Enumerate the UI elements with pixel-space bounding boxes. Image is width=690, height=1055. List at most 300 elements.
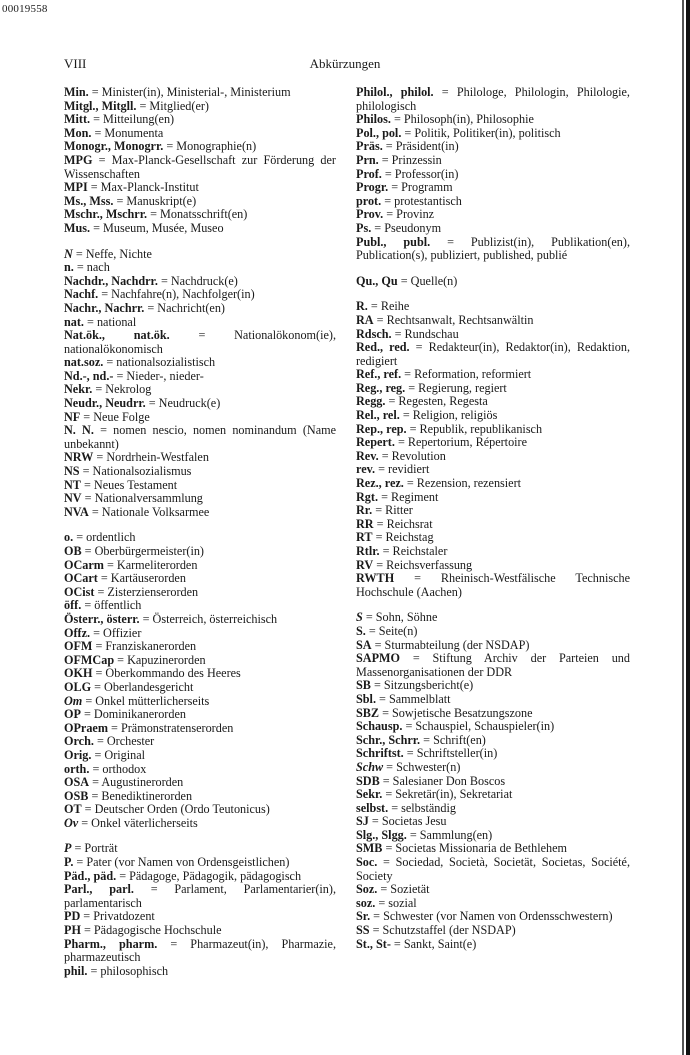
abbreviation-entry bbox=[356, 883, 630, 897]
abbreviation-term: SA bbox=[356, 637, 372, 652]
abbreviation-entry bbox=[356, 720, 630, 734]
abbreviation-entry bbox=[64, 492, 336, 506]
abbreviation-term: SMB bbox=[356, 841, 383, 856]
abbreviation-definition: = Sozietät bbox=[377, 882, 430, 897]
abbreviation-term: Pharm., pharm. bbox=[64, 936, 158, 951]
abbreviation-entry bbox=[356, 802, 630, 816]
abbreviation-definition: = Schwester(n) bbox=[383, 759, 461, 774]
abbreviation-term: Om bbox=[64, 693, 83, 708]
abbreviation-definition: = Quelle(n) bbox=[397, 273, 458, 288]
abbreviation-entry bbox=[356, 897, 630, 911]
abbreviation-definition: = Reichsrat bbox=[373, 516, 433, 531]
abbreviation-term: OCarm bbox=[64, 557, 104, 572]
abbreviation-entry bbox=[356, 707, 630, 721]
abbreviation-definition: = sozial bbox=[375, 895, 417, 910]
abbreviation-term: Orch. bbox=[64, 734, 94, 749]
abbreviation-definition: = Nordrhein-Westfalen bbox=[93, 450, 209, 465]
abbreviation-term: OFM bbox=[64, 639, 93, 654]
abbreviation-term: Rez., rez. bbox=[356, 476, 404, 491]
abbreviation-term: Monogr., Monogrr. bbox=[64, 139, 164, 154]
abbreviation-entry bbox=[64, 411, 336, 425]
abbreviation-term: NV bbox=[64, 491, 82, 506]
abbreviation-entry bbox=[356, 477, 630, 491]
abbreviation-definition: = Offizier bbox=[90, 625, 142, 640]
scan-edge-shadow bbox=[686, 0, 690, 1055]
scan-identifier: 00019558 bbox=[2, 3, 48, 15]
abbreviation-entry bbox=[64, 329, 336, 356]
abbreviation-term: Soc. bbox=[356, 855, 378, 870]
abbreviation-term: PH bbox=[64, 923, 81, 938]
abbreviation-entry bbox=[64, 302, 336, 316]
abbreviation-term: OB bbox=[64, 544, 82, 558]
abbreviation-entry bbox=[356, 423, 630, 437]
abbreviation-entry bbox=[64, 465, 336, 479]
abbreviation-definition: = Porträt bbox=[71, 841, 118, 856]
abbreviation-definition: = Neffe, Nichte bbox=[72, 246, 152, 261]
abbreviation-definition: = Monumenta bbox=[91, 125, 164, 140]
abbreviation-term: Päd., päd. bbox=[64, 868, 117, 883]
abbreviation-term: Ref., ref. bbox=[356, 367, 402, 382]
abbreviation-definition: = Sammelblatt bbox=[376, 691, 451, 706]
abbreviation-definition: = Max-Planck-Institut bbox=[87, 180, 199, 195]
abbreviation-entry bbox=[64, 86, 336, 100]
abbreviation-definition: = Regierung, regiert bbox=[405, 380, 507, 395]
abbreviation-definition: = Sohn, Söhne bbox=[362, 610, 438, 625]
abbreviation-term: Sbl. bbox=[356, 691, 376, 706]
abbreviation-entry bbox=[64, 261, 336, 275]
abbreviation-definition: = Societas Jesu bbox=[368, 814, 447, 829]
abbreviation-definition: = Neudruck(e) bbox=[145, 396, 221, 411]
abbreviation-term: o. bbox=[64, 530, 74, 545]
abbreviation-entry bbox=[64, 627, 336, 641]
abbreviation-entry bbox=[64, 708, 336, 722]
abbreviation-definition: = Reformation, reformiert bbox=[401, 367, 532, 382]
abbreviation-term: Mitgl., Mitgll. bbox=[64, 98, 137, 113]
abbreviation-definition: = Benediktinerorden bbox=[88, 788, 193, 803]
abbreviation-definition: = Nationale Volksarmee bbox=[88, 504, 210, 519]
abbreviation-definition: = Pharmazeut(in), Pharmazie, pharmazeutisch bbox=[64, 936, 336, 965]
abbreviation-term: Red., red. bbox=[356, 340, 410, 355]
abbreviation-term: OT bbox=[64, 802, 82, 817]
abbreviation-entry bbox=[356, 531, 630, 545]
abbreviation-entry bbox=[64, 938, 336, 965]
abbreviation-definition: = Repertorium, Répertoire bbox=[394, 435, 528, 450]
abbreviation-entry bbox=[356, 86, 630, 113]
abbreviation-entry bbox=[356, 611, 630, 625]
abbreviation-term: RV bbox=[356, 557, 374, 572]
abbreviation-term: RT bbox=[356, 530, 373, 545]
abbreviation-definition: = Mitglied(er) bbox=[136, 98, 209, 113]
abbreviation-definition: = Rundschau bbox=[391, 326, 459, 341]
abbreviation-term: Rep., rep. bbox=[356, 421, 407, 436]
abbreviation-term: soz. bbox=[356, 895, 376, 910]
abbreviation-term: NS bbox=[64, 464, 80, 479]
abbreviation-term: Rgt. bbox=[356, 489, 379, 504]
abbreviation-definition: = Schwester (vor Namen von Ordensschwestern) bbox=[370, 909, 613, 924]
abbreviation-definition: = Reichstag bbox=[372, 530, 434, 545]
abbreviation-term: Rtlr. bbox=[356, 544, 380, 558]
abbreviation-term: Philos. bbox=[356, 112, 391, 127]
abbreviation-entry bbox=[356, 181, 630, 195]
abbreviation-term: RWTH bbox=[356, 571, 395, 586]
abbreviation-term: Rel., rel. bbox=[356, 408, 400, 423]
abbreviation-term: St., St- bbox=[356, 936, 391, 951]
running-header bbox=[0, 56, 690, 76]
abbreviation-entry bbox=[356, 368, 630, 382]
abbreviation-definition: = Nekrolog bbox=[92, 382, 152, 397]
abbreviation-definition: = Publizist(in), Publikation(en), Publication(s), publiziert, published, publié bbox=[356, 234, 630, 263]
abbreviation-definition: = Sturmabteilung (der NSDAP) bbox=[371, 637, 530, 652]
abbreviation-term: selbst. bbox=[356, 800, 389, 815]
abbreviation-definition: = Kapuzinerorden bbox=[114, 652, 206, 667]
abbreviation-term: Repert. bbox=[356, 435, 395, 450]
abbreviation-entry bbox=[64, 613, 336, 627]
abbreviation-definition: = Nachfahre(n), Nachfolger(in) bbox=[98, 287, 255, 302]
abbreviation-term: MPI bbox=[64, 180, 88, 195]
abbreviation-entry bbox=[64, 248, 336, 262]
page-number: VIII bbox=[64, 56, 87, 71]
abbreviation-definition: = Max-Planck-Gesellschaft zur Förderung der Wissenschaften bbox=[64, 152, 336, 181]
abbreviation-entry bbox=[64, 763, 336, 777]
abbreviation-term: Ov bbox=[64, 815, 79, 830]
abbreviation-definition: = Nationalökonom(ie), nationalökonomisch bbox=[64, 328, 336, 356]
abbreviation-definition: = Salesianer Don Boscos bbox=[379, 773, 506, 788]
abbreviation-entry bbox=[64, 722, 336, 736]
abbreviation-entry bbox=[64, 883, 336, 910]
abbreviation-term: MPG bbox=[64, 152, 93, 167]
abbreviation-definition: = Kartäuserorden bbox=[97, 571, 186, 586]
abbreviation-entry bbox=[64, 924, 336, 938]
abbreviation-definition: = Orchester bbox=[93, 734, 155, 749]
abbreviation-entry bbox=[64, 803, 336, 817]
abbreviation-term: orth. bbox=[64, 761, 90, 776]
abbreviation-definition: = Oberlandesgericht bbox=[91, 679, 194, 694]
abbreviation-entry bbox=[356, 328, 630, 342]
abbreviation-definition: = Provinz bbox=[383, 207, 435, 222]
abbreviation-term: OP bbox=[64, 707, 81, 722]
abbreviation-entry bbox=[64, 910, 336, 924]
abbreviation-term: OPraem bbox=[64, 720, 108, 735]
abbreviation-definition: = Dominikanerorden bbox=[80, 707, 186, 722]
abbreviation-term: Mschr., Mschrr. bbox=[64, 207, 148, 222]
abbreviation-definition: = Augustinerorden bbox=[89, 775, 184, 790]
abbreviation-definition: = revidiert bbox=[375, 462, 430, 477]
abbreviation-definition: = Schutzstaffel (der NSDAP) bbox=[369, 923, 516, 938]
abbreviation-entry bbox=[64, 370, 336, 384]
abbreviation-term: Rr. bbox=[356, 503, 373, 518]
abbreviation-term: RA bbox=[356, 312, 374, 327]
abbreviation-definition: = Reihe bbox=[367, 299, 410, 314]
abbreviation-definition: = Redakteur(in), Redaktor(in), Redaktion, redigiert bbox=[356, 340, 630, 368]
abbreviation-definition: = Regesten, Regesta bbox=[385, 394, 488, 409]
abbreviation-entry bbox=[356, 938, 630, 952]
abbreviation-term: phil. bbox=[64, 963, 88, 978]
abbreviation-term: Nekr. bbox=[64, 382, 93, 397]
abbreviation-term: öff. bbox=[64, 598, 82, 613]
abbreviation-definition: = Nachricht(en) bbox=[144, 300, 225, 315]
abbreviation-term: Nachr., Nachrr. bbox=[64, 300, 145, 315]
abbreviation-term: P bbox=[64, 841, 72, 856]
abbreviation-term: Prov. bbox=[356, 207, 384, 222]
abbreviation-term: S. bbox=[356, 623, 366, 638]
abbreviation-definition: = Onkel mütterlicherseits bbox=[82, 693, 210, 708]
abbreviation-definition: = ordentlich bbox=[73, 530, 136, 545]
abbreviation-entry bbox=[64, 275, 336, 289]
abbreviation-term: Neudr., Neudrr. bbox=[64, 396, 146, 411]
abbreviation-definition: = Stiftung Archiv der Parteien und Massenorganisationen der DDR bbox=[356, 651, 630, 679]
abbreviation-entry bbox=[356, 450, 630, 464]
abbreviation-entry bbox=[356, 747, 630, 761]
abbreviation-term: SDB bbox=[356, 773, 380, 788]
abbreviation-term: NRW bbox=[64, 450, 94, 465]
abbreviation-entry bbox=[64, 531, 336, 545]
abbreviation-definition: = Sekretär(in), Sekretariat bbox=[382, 787, 513, 802]
abbreviation-entry bbox=[356, 572, 630, 599]
abbreviation-entry bbox=[356, 788, 630, 802]
abbreviation-entry bbox=[64, 856, 336, 870]
abbreviation-term: Prof. bbox=[356, 166, 382, 181]
abbreviation-definition: = Monographie(n) bbox=[163, 139, 257, 154]
abbreviation-definition: = Sitzungsbericht(e) bbox=[370, 678, 474, 693]
abbreviation-definition: = orthodox bbox=[89, 761, 147, 776]
abbreviation-definition: = nationalsozialistisch bbox=[103, 355, 216, 370]
abbreviation-entry bbox=[356, 639, 630, 653]
abbreviation-definition: = protestantisch bbox=[381, 193, 462, 208]
abbreviation-entry bbox=[64, 681, 336, 695]
abbreviation-entry bbox=[356, 127, 630, 141]
abbreviation-term: Qu., Qu bbox=[356, 273, 398, 288]
abbreviation-entry bbox=[64, 383, 336, 397]
abbreviation-definition: = Reichstaler bbox=[379, 544, 448, 558]
abbreviation-entry bbox=[356, 222, 630, 236]
abbreviation-entry bbox=[64, 506, 336, 520]
abbreviation-entry bbox=[64, 572, 336, 586]
abbreviation-definition: = Regiment bbox=[378, 489, 439, 504]
abbreviation-entry bbox=[356, 195, 630, 209]
abbreviation-definition: = Oberbürgermeister(in) bbox=[81, 544, 204, 558]
abbreviation-entry bbox=[356, 154, 630, 168]
abbreviation-term: Ms., Mss. bbox=[64, 193, 114, 208]
abbreviation-term: Slg., Slgg. bbox=[356, 827, 407, 842]
abbreviation-entry bbox=[356, 341, 630, 368]
abbreviation-definition: = Monatsschrift(en) bbox=[147, 207, 248, 222]
abbreviation-term: Rev. bbox=[356, 448, 379, 463]
abbreviation-term: OKH bbox=[64, 666, 93, 681]
abbreviation-term: prot. bbox=[356, 193, 382, 208]
right-column bbox=[356, 86, 630, 951]
abbreviation-term: Schw bbox=[356, 759, 384, 774]
abbreviation-definition: = Österreich, österreichisch bbox=[139, 611, 278, 626]
abbreviation-term: Soz. bbox=[356, 882, 378, 897]
abbreviation-definition: = Franziskanerorden bbox=[92, 639, 197, 654]
abbreviation-definition: = Nationalsozialismus bbox=[79, 464, 192, 479]
abbreviation-entry bbox=[356, 679, 630, 693]
abbreviation-term: R. bbox=[356, 299, 368, 314]
abbreviation-entry bbox=[64, 599, 336, 613]
abbreviation-term: OSA bbox=[64, 775, 90, 790]
abbreviation-definition: = Karmeliterorden bbox=[103, 557, 198, 572]
abbreviation-term: Parl., parl. bbox=[64, 882, 134, 897]
abbreviation-definition: = Schrift(en) bbox=[420, 732, 486, 747]
abbreviation-entry bbox=[64, 965, 336, 979]
abbreviation-entry bbox=[356, 734, 630, 748]
abbreviation-definition: = Rheinisch-Westfälische Technische Hochschule (Aachen) bbox=[356, 571, 630, 599]
abbreviation-definition: = Deutscher Orden (Ordo Teutonicus) bbox=[81, 802, 270, 817]
abbreviation-definition: = Revolution bbox=[378, 448, 446, 463]
abbreviation-entry bbox=[64, 181, 336, 195]
abbreviation-definition: = philosophisch bbox=[87, 963, 169, 978]
abbreviation-term: Nat.ök., nat.ök. bbox=[64, 328, 170, 343]
abbreviation-entry bbox=[64, 316, 336, 330]
abbreviation-entry bbox=[356, 382, 630, 396]
abbreviation-entry bbox=[64, 397, 336, 411]
abbreviation-definition: = Schauspiel, Schauspieler(in) bbox=[402, 719, 555, 734]
scan-edge-line bbox=[682, 0, 684, 1055]
abbreviation-term: SBZ bbox=[356, 705, 380, 720]
abbreviation-term: SB bbox=[356, 678, 371, 693]
abbreviation-entry bbox=[64, 545, 336, 559]
abbreviation-entry bbox=[64, 776, 336, 790]
abbreviation-term: Nachf. bbox=[64, 287, 99, 302]
abbreviation-definition: = nach bbox=[73, 260, 110, 275]
abbreviation-term: SAPMO bbox=[356, 651, 401, 666]
abbreviation-entry bbox=[356, 545, 630, 559]
abbreviation-definition: = Nieder-, nieder- bbox=[113, 368, 204, 383]
abbreviation-entry bbox=[356, 924, 630, 938]
abbreviation-entry bbox=[64, 140, 336, 154]
abbreviation-term: Progr. bbox=[356, 180, 389, 195]
abbreviation-term: Prn. bbox=[356, 152, 379, 167]
abbreviation-definition: = Museum, Musée, Museo bbox=[90, 220, 224, 235]
abbreviation-entry bbox=[356, 559, 630, 573]
abbreviation-term: NF bbox=[64, 409, 81, 424]
abbreviation-entry bbox=[356, 910, 630, 924]
abbreviation-term: Pol., pol. bbox=[356, 125, 402, 140]
abbreviation-entry bbox=[64, 208, 336, 222]
abbreviation-entry bbox=[64, 790, 336, 804]
abbreviation-definition: = Programm bbox=[388, 180, 453, 195]
abbreviation-term: Schausp. bbox=[356, 719, 403, 734]
abbreviation-term: OSB bbox=[64, 788, 89, 803]
abbreviation-entry bbox=[356, 761, 630, 775]
abbreviation-term: OLG bbox=[64, 679, 92, 694]
abbreviation-term: OCart bbox=[64, 571, 98, 586]
abbreviation-definition: = öffentlich bbox=[81, 598, 142, 613]
abbreviation-definition: = Mitteilung(en) bbox=[90, 112, 175, 127]
abbreviation-entry bbox=[356, 625, 630, 639]
abbreviation-definition: = Sociedad, Società, Societät, Societas, Société, Society bbox=[356, 855, 630, 883]
abbreviation-entry bbox=[356, 652, 630, 679]
abbreviation-term: Schriftst. bbox=[356, 746, 404, 761]
abbreviation-entry bbox=[356, 314, 630, 328]
abbreviation-term: Schr., Schrr. bbox=[356, 732, 421, 747]
abbreviation-definition: = Sankt, Saint(e) bbox=[390, 936, 477, 951]
abbreviation-entry bbox=[356, 208, 630, 222]
abbreviation-definition: = Zisterzienserorden bbox=[94, 584, 199, 599]
abbreviation-term: nat. bbox=[64, 314, 84, 329]
abbreviation-term: SJ bbox=[356, 814, 369, 829]
abbreviation-definition: = Privatdozent bbox=[80, 909, 155, 924]
abbreviation-entry bbox=[64, 479, 336, 493]
abbreviation-term: Regg. bbox=[356, 394, 386, 409]
abbreviation-entry bbox=[356, 491, 630, 505]
abbreviation-term: OCist bbox=[64, 584, 95, 599]
abbreviation-term: PD bbox=[64, 909, 81, 924]
abbreviation-entry bbox=[64, 586, 336, 600]
abbreviation-entry bbox=[356, 395, 630, 409]
abbreviation-definition: = Neues Testament bbox=[80, 477, 178, 492]
abbreviation-entry bbox=[64, 559, 336, 573]
abbreviation-entry bbox=[356, 504, 630, 518]
abbreviation-term: OFMCap bbox=[64, 652, 115, 667]
abbreviation-definition: = Präsident(in) bbox=[382, 139, 459, 154]
abbreviation-term: Sr. bbox=[356, 909, 371, 924]
abbreviation-definition: = Philologe, Philologin, Philologie, philologisch bbox=[356, 85, 630, 113]
abbreviation-entry bbox=[64, 654, 336, 668]
abbreviation-term: Orig. bbox=[64, 747, 92, 762]
abbreviation-term: Min. bbox=[64, 85, 89, 99]
abbreviation-entry bbox=[356, 463, 630, 477]
abbreviation-definition: = Nationalversammlung bbox=[81, 491, 203, 506]
abbreviation-definition: = Religion, religiös bbox=[399, 408, 498, 423]
abbreviation-entry bbox=[356, 113, 630, 127]
abbreviation-entry bbox=[356, 168, 630, 182]
abbreviation-entry bbox=[64, 749, 336, 763]
abbreviation-entry bbox=[356, 518, 630, 532]
abbreviation-definition: = Parlament, Parlamentarier(in), parlamentarisch bbox=[64, 882, 336, 910]
abbreviation-term: Mitt. bbox=[64, 112, 91, 127]
abbreviation-term: Publ., publ. bbox=[356, 234, 431, 249]
abbreviation-entry bbox=[64, 817, 336, 831]
abbreviation-definition: = Sammlung(en) bbox=[406, 827, 493, 842]
abbreviation-term: rev. bbox=[356, 462, 376, 477]
abbreviation-definition: = Onkel väterlicherseits bbox=[78, 815, 198, 830]
abbreviation-definition: = Pater (vor Namen von Ordensgeistlichen) bbox=[73, 855, 290, 870]
abbreviation-term: n. bbox=[64, 260, 74, 275]
abbreviation-entry bbox=[356, 300, 630, 314]
abbreviation-term: NT bbox=[64, 477, 81, 492]
page-title: Abkürzungen bbox=[309, 56, 381, 71]
abbreviation-term: SS bbox=[356, 923, 370, 938]
abbreviation-entry bbox=[64, 113, 336, 127]
abbreviation-term: Mus. bbox=[64, 220, 91, 235]
abbreviation-entry bbox=[64, 451, 336, 465]
abbreviation-term: Nd.-, nd.- bbox=[64, 368, 114, 383]
abbreviation-definition: = Prämonstratenserorden bbox=[108, 720, 234, 735]
abbreviation-entry bbox=[356, 856, 630, 883]
abbreviation-entry bbox=[64, 154, 336, 181]
abbreviation-definition: = Professor(in) bbox=[381, 166, 459, 181]
abbreviation-term: Nachdr., Nachdrr. bbox=[64, 273, 158, 288]
abbreviation-entry bbox=[64, 356, 336, 370]
abbreviation-entry bbox=[64, 195, 336, 209]
abbreviation-definition: = Prinzessin bbox=[378, 152, 442, 167]
abbreviation-definition: = Ritter bbox=[372, 503, 413, 518]
abbreviation-entry bbox=[64, 842, 336, 856]
abbreviation-entry bbox=[64, 640, 336, 654]
abbreviation-definition: = Nachdruck(e) bbox=[157, 273, 238, 288]
abbreviation-definition: = national bbox=[83, 314, 137, 329]
abbreviation-definition: = Minister(in), Ministerial-, Ministerium bbox=[88, 85, 291, 99]
abbreviation-term: nat.soz. bbox=[64, 355, 104, 370]
abbreviation-term: P. bbox=[64, 855, 74, 870]
abbreviation-term: Mon. bbox=[64, 125, 92, 140]
abbreviation-entry bbox=[64, 288, 336, 302]
abbreviation-term: Philol., philol. bbox=[356, 85, 434, 99]
abbreviation-definition: = Schriftsteller(in) bbox=[403, 746, 498, 761]
abbreviation-definition: = Oberkommando des Heeres bbox=[92, 666, 241, 681]
abbreviation-entry bbox=[64, 695, 336, 709]
